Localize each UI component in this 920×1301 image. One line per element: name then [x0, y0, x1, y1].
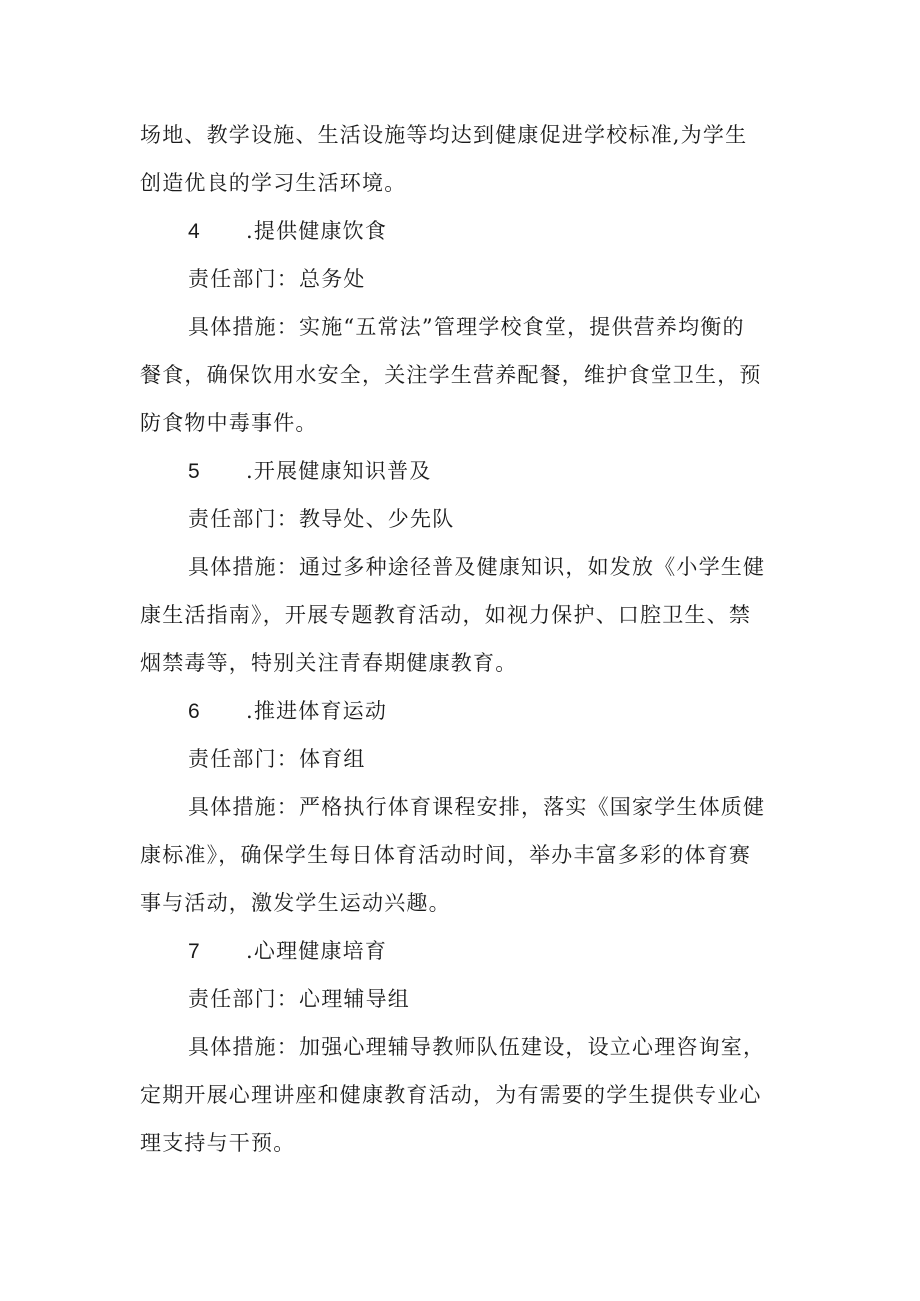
section-heading	[188, 936, 387, 967]
section-heading	[188, 696, 387, 727]
intro-line: 创造优良的学习生活环境。	[140, 171, 407, 195]
section-number: 4	[188, 220, 201, 243]
section-number: 6	[188, 700, 201, 723]
measures-line: 餐食，确保饮用水安全，关注学生营养配餐，维护食堂卫生，预	[140, 363, 762, 387]
section-number: 7	[188, 940, 201, 963]
measures-line: 具体措施：加强心理辅导教师队伍建设，设立心理咨询室，	[188, 1035, 766, 1059]
responsible-department: 责任部门：总务处	[188, 267, 366, 291]
measures-line: 烟禁毒等，特别关注青春期健康教育。	[140, 651, 518, 675]
measures-line: 事与活动，激发学生运动兴趣。	[140, 891, 451, 915]
section-title: .推进体育运动	[246, 699, 388, 723]
section-title: .提供健康饮食	[246, 219, 388, 243]
measures-line: 康标准》，确保学生每日体育活动时间，举办丰富多彩的体育赛	[140, 843, 752, 867]
intro-line: 场地、教学设施、生活设施等均达到健康促进学校标准,为学生	[140, 123, 748, 147]
responsible-department: 责任部门：体育组	[188, 747, 366, 771]
measures-line: 具体措施：实施“五常法”管理学校食堂，提供营养均衡的	[188, 315, 745, 339]
section-title: .开展健康知识普及	[246, 459, 432, 483]
section-number: 5	[188, 460, 201, 483]
measures-line: 防食物中毒事件。	[140, 411, 318, 435]
measures-line: 理支持与干预。	[140, 1131, 296, 1155]
measures-line: 具体措施：通过多种途径普及健康知识，如发放《小学生健	[188, 555, 766, 579]
measures-line: 定期开展心理讲座和健康教育活动，为有需要的学生提供专业心	[140, 1083, 762, 1107]
section-heading	[188, 216, 387, 247]
measures-line: 具体措施：严格执行体育课程安排，落实《国家学生体质健	[188, 795, 766, 819]
measures-line: 康生活指南》，开展专题教育活动，如视力保护、口腔卫生、禁	[140, 603, 752, 627]
section-title: .心理健康培育	[246, 939, 388, 963]
responsible-department: 责任部门：心理辅导组	[188, 987, 410, 1011]
responsible-department: 责任部门：教导处、少先队	[188, 507, 455, 531]
section-heading	[188, 456, 431, 487]
